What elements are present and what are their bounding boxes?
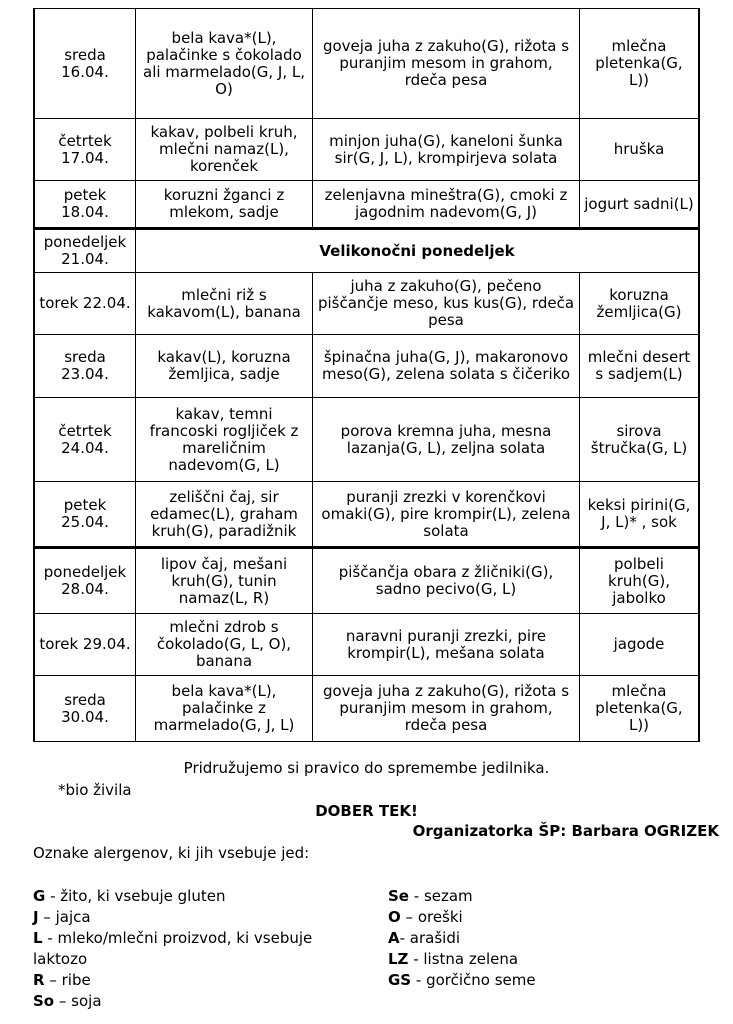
day-cell: sreda 23.04.	[34, 335, 136, 398]
allergen-separator: -	[42, 929, 58, 947]
menu-row	[34, 9, 699, 119]
menu-row	[34, 181, 699, 229]
lunch-cell: juha z zakuho(G), pečeno piščančje meso, kus kus(G), rdeča pesa	[313, 273, 580, 335]
lunch-cell: špinačna juha(G, J), makaronovo meso(G), zelena solata s čičeriko	[313, 335, 580, 398]
menu-row	[34, 229, 699, 273]
snack-cell: hruška	[580, 119, 700, 181]
closing-greeting: DOBER TEK!	[315, 802, 418, 820]
allergen-description: listna zelena	[423, 950, 519, 968]
allergen-description: oreški	[417, 908, 463, 926]
day-cell: torek 29.04.	[34, 614, 136, 676]
breakfast-cell: kakav, polbeli kruh, mlečni namaz(L), korenček	[136, 119, 313, 181]
breakfast-cell: lipov čaj, mešani kruh(G), tunin namaz(L, R)	[136, 548, 313, 614]
breakfast-cell: kakav, temni francoski rogljiček z mareličnim nadevom(G, L)	[136, 398, 313, 482]
snack-cell: jogurt sadni(L)	[580, 181, 700, 229]
snack-cell: koruzna žemljica(G)	[580, 273, 700, 335]
breakfast-cell: bela kava*(L), palačinke z marmelado(G, J, L)	[136, 676, 313, 742]
lunch-cell: puranji zrezki v korenčkovi omaki(G), pire krompir(L), zelena solata	[313, 482, 580, 548]
snack-cell: mlečni desert s sadjem(L)	[580, 335, 700, 398]
allergen-legend-left	[33, 886, 333, 1012]
snack-cell: polbeli kruh(G), jabolko	[580, 548, 700, 614]
day-cell: torek 22.04.	[34, 273, 136, 335]
allergen-separator: -	[45, 887, 61, 905]
allergen-item	[388, 907, 688, 928]
allergen-code: So	[33, 992, 55, 1010]
snack-cell: keksi pirini(G, J, L)* , sok	[580, 482, 700, 548]
allergen-item	[33, 991, 333, 1012]
day-cell: ponedeljek 28.04.	[34, 548, 136, 614]
day-cell: petek 18.04.	[34, 181, 136, 229]
allergen-separator: –	[44, 971, 62, 989]
allergen-code: A	[388, 929, 400, 947]
day-cell: ponedeljek 21.04.	[34, 229, 136, 273]
day-cell: sreda 30.04.	[34, 676, 136, 742]
breakfast-cell: koruzni žganci z mlekom, sadje	[136, 181, 313, 229]
allergen-code: LZ	[388, 950, 409, 968]
allergen-item	[388, 970, 688, 991]
allergen-item	[33, 907, 333, 928]
lunch-cell: porova kremna juha, mesna lazanja(G, L), zeljna solata	[313, 398, 580, 482]
allergen-description: soja	[71, 992, 102, 1010]
allergen-separator: -	[399, 929, 410, 947]
breakfast-cell: mlečni riž s kakavom(L), banana	[136, 273, 313, 335]
organizer-signature: Organizatorka ŠP: Barbara OGRIZEK	[412, 822, 719, 840]
allergen-separator: -	[408, 887, 424, 905]
holiday-cell: Velikonočni ponedeljek	[136, 229, 700, 273]
lunch-cell: goveja juha z zakuho(G), rižota s puranjim mesom in grahom, rdeča pesa	[313, 676, 580, 742]
allergen-description: jajca	[55, 908, 91, 926]
menu-row	[34, 548, 699, 614]
allergen-item	[388, 928, 688, 949]
day-cell: četrtek 24.04.	[34, 398, 136, 482]
menu-row	[34, 614, 699, 676]
allergen-separator: -	[408, 950, 424, 968]
allergen-code: J	[33, 908, 39, 926]
snack-cell: jagode	[580, 614, 700, 676]
breakfast-cell: bela kava*(L), palačinke s čokolado ali marmelado(G, J, L, O)	[136, 9, 313, 119]
snack-cell: mlečna pletenka(G, L))	[580, 9, 700, 119]
allergen-separator: -	[411, 971, 427, 989]
allergen-code: GS	[388, 971, 412, 989]
menu-row	[34, 398, 699, 482]
allergen-item	[388, 949, 688, 970]
allergen-code: G	[33, 887, 46, 905]
allergen-description: arašidi	[409, 929, 461, 947]
allergen-code: R	[33, 971, 45, 989]
allergen-description: mleko/mlečni proizvod, ki vsebuje laktozo	[33, 929, 313, 968]
lunch-cell: piščančja obara z žličniki(G), sadno pecivo(G, L)	[313, 548, 580, 614]
day-cell: četrtek 17.04.	[34, 119, 136, 181]
lunch-cell: naravni puranji zrezki, pire krompir(L), mešana solata	[313, 614, 580, 676]
allergen-code: O	[388, 908, 401, 926]
allergen-code: Se	[388, 887, 409, 905]
allergen-code: L	[33, 929, 43, 947]
menu-change-disclaimer: Pridružujemo si pravico do spremembe jedilnika.	[183, 759, 550, 777]
allergen-legend-title: Oznake alergenov, ki jih vsebuje jed:	[33, 844, 310, 862]
lunch-cell: minjon juha(G), kaneloni šunka sir(G, J, L), krompirjeva solata	[313, 119, 580, 181]
allergen-item	[388, 886, 688, 907]
lunch-cell: zelenjavna mineštra(G), cmoki z jagodnim nadevom(G, J)	[313, 181, 580, 229]
allergen-legend-right	[388, 886, 688, 991]
allergen-item	[33, 886, 333, 907]
menu-row	[34, 676, 699, 742]
breakfast-cell: kakav(L), koruzna žemljica, sadje	[136, 335, 313, 398]
day-cell: sreda 16.04.	[34, 9, 136, 119]
breakfast-cell: mlečni zdrob s čokolado(G, L, O), banana	[136, 614, 313, 676]
snack-cell: sirova štručka(G, L)	[580, 398, 700, 482]
menu-row	[34, 335, 699, 398]
allergen-separator: –	[38, 908, 56, 926]
day-cell: petek 25.04.	[34, 482, 136, 548]
allergen-description: žito, ki vsebuje gluten	[60, 887, 226, 905]
allergen-separator: –	[54, 992, 72, 1010]
menu-row	[34, 273, 699, 335]
allergen-description: sezam	[423, 887, 473, 905]
lunch-cell: goveja juha z zakuho(G), rižota s puranjim mesom in grahom, rdeča pesa	[313, 9, 580, 119]
menu-table	[33, 8, 700, 742]
menu-table-body	[34, 9, 699, 742]
snack-cell: mlečna pletenka(G, L))	[580, 676, 700, 742]
allergen-item	[33, 970, 333, 991]
breakfast-cell: zeliščni čaj, sir edamec(L), graham kruh(G), paradižnik	[136, 482, 313, 548]
menu-row	[34, 119, 699, 181]
allergen-item	[33, 928, 333, 970]
bio-footnote: *bio živila	[58, 781, 132, 799]
allergen-description: gorčično seme	[426, 971, 536, 989]
allergen-description: ribe	[61, 971, 91, 989]
menu-row	[34, 482, 699, 548]
allergen-separator: –	[400, 908, 418, 926]
